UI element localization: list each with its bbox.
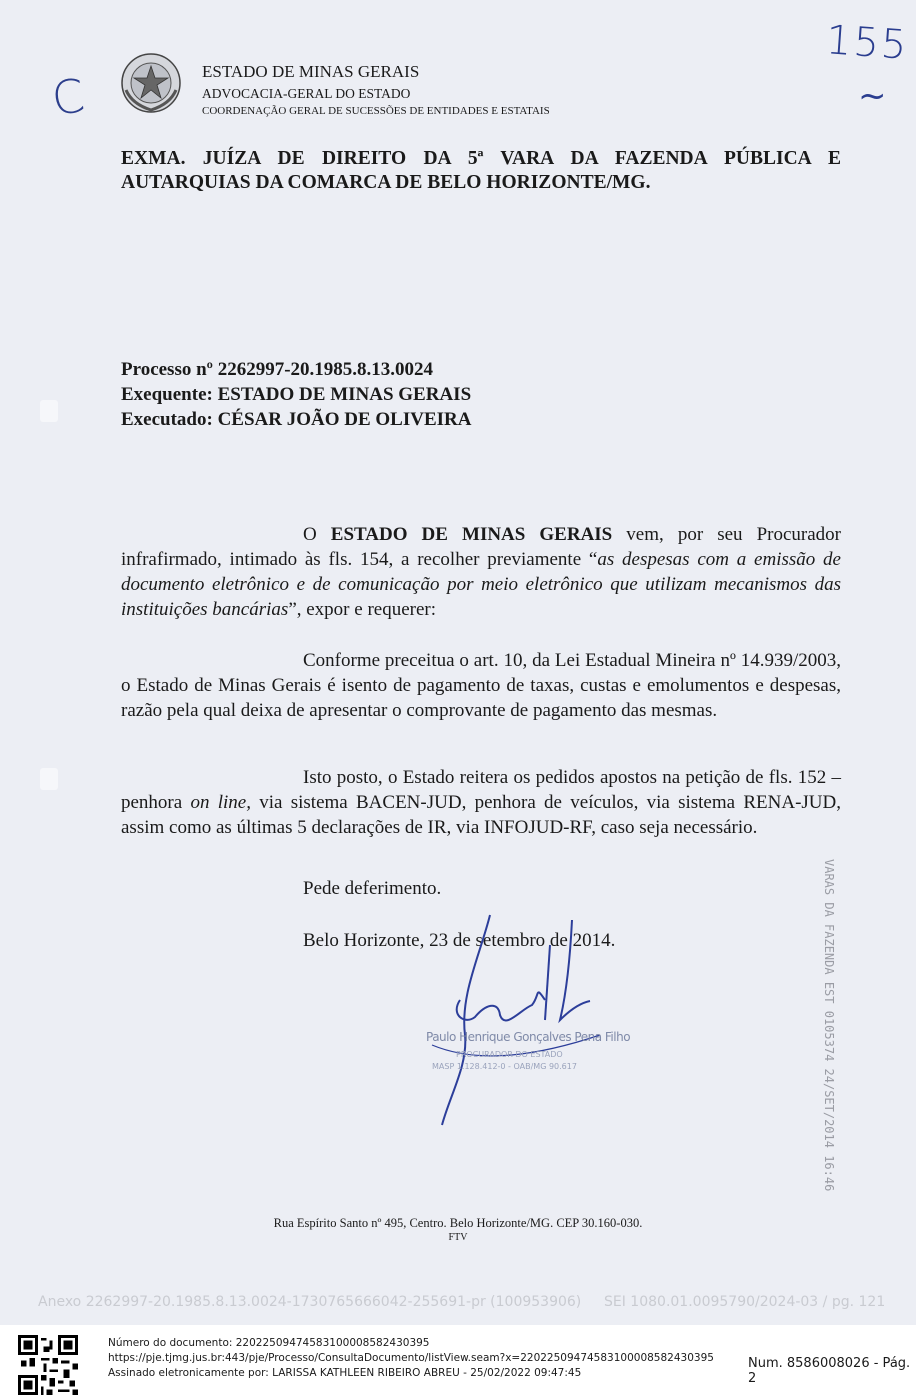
watermark-sei: SEI 1080.01.0095790/2024-03 / pg. 121 <box>604 1294 886 1310</box>
process-number: Processo nº 2262997-20.1985.8.13.0024 <box>121 359 434 380</box>
process-info <box>121 357 471 432</box>
pje-signed-by: Assinado eletronicamente por: LARISSA KATHLEEN RIBEIRO ABREU - 25/02/2022 09:47:45 <box>108 1367 582 1379</box>
footer-address: Rua Espírito Santo nº 495, Centro. Belo Horizonte/MG. CEP 30.160-030. <box>273 1216 643 1230</box>
process-executado: Executado: CÉSAR JOÃO DE OLIVEIRA <box>121 409 472 430</box>
party-name: ESTADO DE MINAS GERAIS <box>330 524 613 545</box>
pje-doc-number: Número do documento: 22022509474583100008582430395 <box>108 1337 430 1349</box>
pje-page-ref: Num. 8586008026 - Pág. 2 <box>748 1356 911 1386</box>
place-date: Belo Horizonte, 23 de setembro de 2014. <box>303 930 616 951</box>
quoted-text: as despesas com a emissão de documento eletrônico e de comunicação por meio eletrônico que utilizam mecanismos das instituições bancárias <box>121 549 841 620</box>
qr-code-icon <box>18 1335 78 1395</box>
italic-text: on line, <box>190 792 251 813</box>
stamp-role: PROCURADOR DO ESTADO <box>456 1050 563 1059</box>
text-run: vem, por seu Procurador infrafirmado, intimado às fls. 154, a recolher previamente “ <box>121 524 841 570</box>
folio-number: 155 <box>824 17 910 69</box>
state-emblem-icon <box>120 52 182 114</box>
text-run: ”, expor e requerer: <box>288 599 436 620</box>
process-exequente: Exequente: ESTADO DE MINAS GERAIS <box>121 384 472 405</box>
letterhead-state: ESTADO DE MINAS GERAIS <box>202 62 420 81</box>
punch-hole <box>40 400 58 422</box>
punch-hole <box>40 768 58 790</box>
addressee: EXMA. JUÍZA DE DIREITO DA 5ª VARA DA FAZENDA PÚBLICA E AUTARQUIAS DA COMARCA DE BELO HORIZONTE/MG. <box>121 148 841 193</box>
paragraph-requests <box>121 765 841 840</box>
watermark-anexo: Anexo 2262997-20.1985.8.13.0024-1730765666042-255691-pr (100953906) <box>38 1294 582 1310</box>
protocol-stamp-text: VARAS DA FAZENDA EST 0105374 24/SET/2014 16:46 <box>822 859 836 1192</box>
pencil-mark: C <box>48 68 88 126</box>
paragraph-intro <box>121 522 841 622</box>
letterhead-agency: ADVOCACIA-GERAL DO ESTADO <box>202 86 411 101</box>
text-run: Isto posto, o Estado reitera os pedidos apostos na petição de fls. 152 – penhora <box>121 767 841 813</box>
footer-initials: FTV <box>448 1232 468 1243</box>
stamp-name: Paulo Henrique Gonçalves Pena Filho <box>426 1030 631 1044</box>
protocol-stamp <box>805 855 845 1215</box>
handwritten-signature <box>420 905 640 1135</box>
stamp-masp: MASP 1.128.412-0 - OAB/MG 90.617 <box>432 1062 577 1071</box>
closing: Pede deferimento. <box>303 878 442 899</box>
paragraph-exemption: Conforme preceitua o art. 10, da Lei Estadual Mineira nº 14.939/2003, o Estado de Minas Gerais é isento de pagamento de taxas, custas e emolumentos e despesas, razão pela qual deixa de apresentar o comprovante de pagamento das mesmas. <box>121 650 841 721</box>
letterhead-coordination: COORDENAÇÃO GERAL DE SUCESSÕES DE ENTIDADES E ESTATAIS <box>202 105 550 117</box>
text-run: O <box>303 524 331 545</box>
folio-mark: ~ <box>858 76 887 116</box>
text-run: via sistema BACEN-JUD, penhora de veículos, via sistema RENA-JUD, assim como as últimas 5 declarações de IR, via INFOJUD-RF, caso seja necessário. <box>121 792 841 838</box>
pje-url: https://pje.tjmg.jus.br:443/pje/Processo/ConsultaDocumento/listView.seam?x=22022509474583100008582430395 <box>108 1352 714 1364</box>
